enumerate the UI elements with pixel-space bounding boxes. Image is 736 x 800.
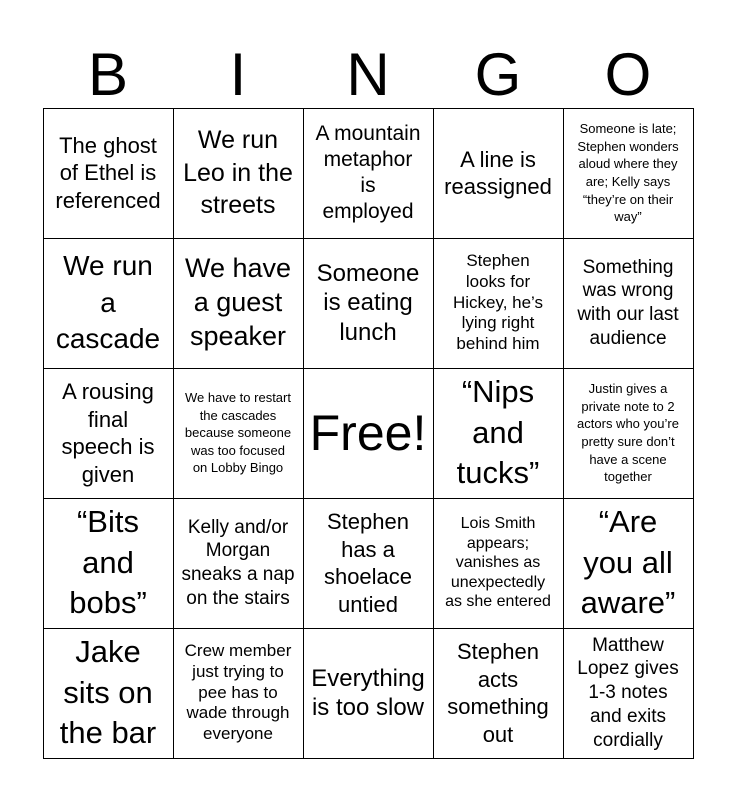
bingo-cell-r5c3[interactable] (303, 628, 434, 759)
bingo-cell-r4c3[interactable] (303, 498, 434, 629)
cell-text: Stephen acts something out (447, 639, 549, 747)
cell-text: Everything is too slow (311, 664, 425, 721)
bingo-cell-r1c1[interactable] (43, 108, 174, 239)
cell-text: Stephen has a shoelace untied (323, 509, 413, 617)
cell-text: A line is reassigned (444, 146, 552, 199)
bingo-header (43, 42, 693, 108)
bingo-cell-r5c4[interactable] (433, 628, 564, 759)
bingo-cell-r5c2[interactable] (173, 628, 304, 759)
cell-text: Someone is eating lunch (316, 260, 420, 346)
cell-text: Matthew Lopez gives 1-3 notes and exits cordially (577, 634, 679, 751)
header-letter-g: G (474, 41, 522, 108)
bingo-cell-r5c1[interactable] (43, 628, 174, 759)
cell-text: Someone is late; Stephen wonders aloud where they are; Kelly says “they’re on their way” (577, 121, 679, 225)
bingo-cell-r1c5[interactable] (563, 108, 694, 239)
cell-text: Stephen looks for Hickey, he’s lying right behind him (452, 251, 544, 354)
bingo-cell-r2c2[interactable] (173, 238, 304, 369)
cell-text: The ghost of Ethel is referenced (55, 132, 161, 213)
bingo-cell-r3c4[interactable] (433, 368, 564, 499)
bingo-cell-r2c5[interactable] (563, 238, 694, 369)
bingo-cell-r3c5[interactable] (563, 368, 694, 499)
cell-text: Lois Smith appears; vanishes as unexpectedly as she entered (445, 515, 551, 611)
bingo-board (43, 108, 693, 758)
bingo-cell-r1c4[interactable] (433, 108, 564, 239)
header-letter-b: B (87, 41, 129, 108)
cell-text: Something was wrong with our last audience (577, 256, 679, 349)
cell-text: A rousing final speech is given (61, 379, 155, 487)
cell-text: “Bits and bobs” (69, 503, 147, 621)
cell-text: We run Leo in the streets (183, 126, 293, 220)
cell-text: “Nips and tucks” (456, 373, 540, 491)
header-letter-o: O (604, 41, 652, 108)
cell-text: We have a guest speaker (184, 253, 292, 351)
bingo-cell-r2c4[interactable] (433, 238, 564, 369)
bingo-cell-r1c3[interactable] (303, 108, 434, 239)
cell-text: Justin gives a private note to 2 actors who you’re pretty sure don’t have a scene together (577, 381, 679, 485)
cell-text: We run a cascade (55, 249, 161, 355)
bingo-cell-r2c1[interactable] (43, 238, 174, 369)
bingo-cell-r4c4[interactable] (433, 498, 564, 629)
free-space[interactable] (303, 368, 434, 499)
bingo-cell-r1c2[interactable] (173, 108, 304, 239)
cell-text: “Are you all aware” (580, 503, 676, 621)
header-letter-n: N (346, 41, 390, 108)
bingo-cell-r4c1[interactable] (43, 498, 174, 629)
bingo-cell-r4c2[interactable] (173, 498, 304, 629)
cell-text: A mountain metaphor is employed (315, 121, 421, 224)
cell-text: We have to restart the cascades because someone was too focused on Lobby Bingo (184, 390, 292, 476)
free-space-label: Free! (309, 404, 427, 461)
cell-text: Crew member just trying to pee has to wade through everyone (184, 641, 292, 744)
bingo-cell-r2c3[interactable] (303, 238, 434, 369)
header-letter-i: I (229, 41, 247, 108)
bingo-cell-r4c5[interactable] (563, 498, 694, 629)
bingo-cell-r5c5[interactable] (563, 628, 694, 759)
bingo-cell-r3c2[interactable] (173, 368, 304, 499)
cell-text: Jake sits on the bar (59, 633, 157, 751)
cell-text: Kelly and/or Morgan sneaks a nap on the stairs (181, 516, 295, 609)
bingo-cell-r3c1[interactable] (43, 368, 174, 499)
